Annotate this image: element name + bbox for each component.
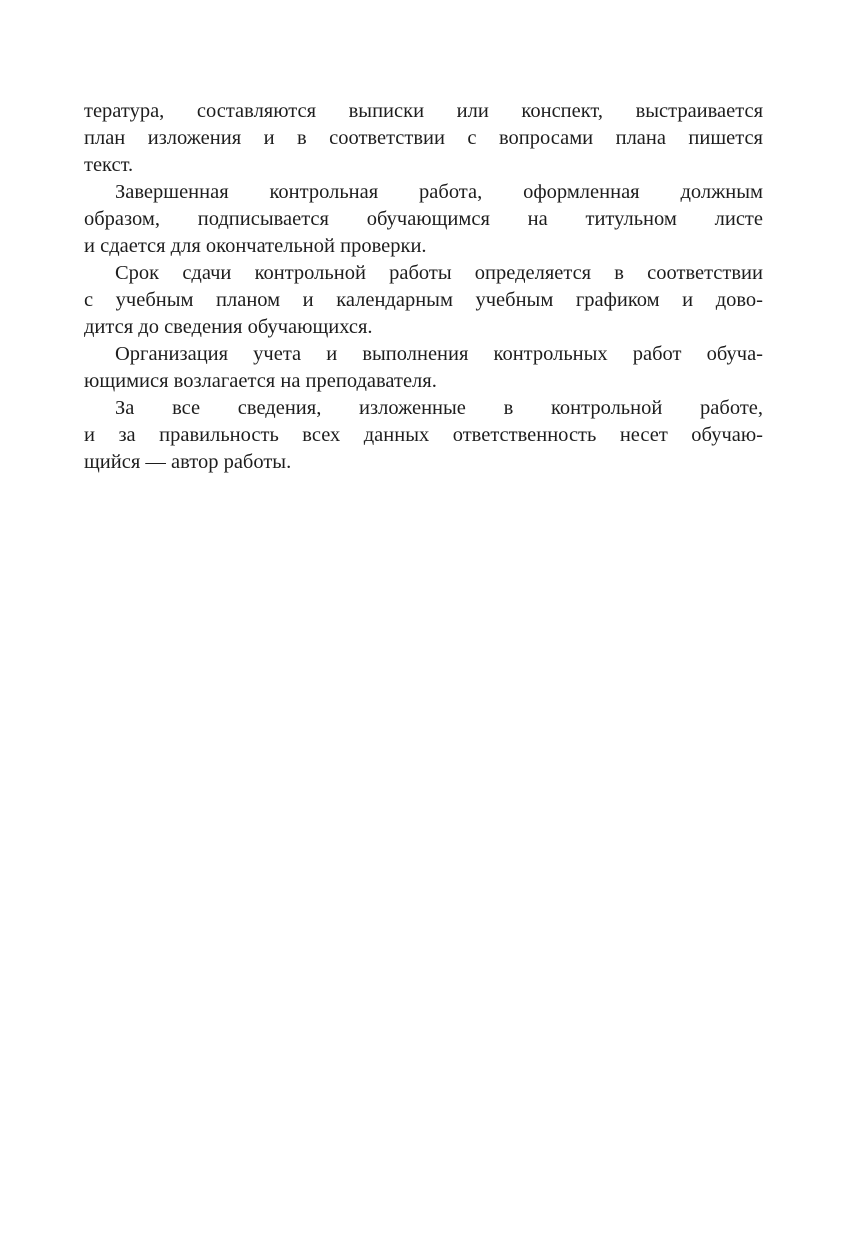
text-line: дится до сведения обучающихся.: [84, 316, 373, 338]
text-line: план изложения и в соответствии с вопросами плана пишется: [84, 127, 763, 149]
text-line: Организация учета и выполнения контрольных работ обуча-: [115, 343, 763, 365]
paragraph: [84, 395, 763, 476]
text-line: тература, составляются выписки или конспект, выстраивается: [84, 100, 763, 122]
text-line: Завершенная контрольная работа, оформленная должным: [115, 181, 763, 203]
paragraph: [84, 179, 763, 260]
page-text: [84, 98, 763, 476]
text-line: и сдается для окончательной проверки.: [84, 235, 427, 257]
text-line: щийся — автор работы.: [84, 451, 292, 473]
text-line: с учебным планом и календарным учебным графиком и дово-: [84, 289, 763, 311]
text-line: За все сведения, изложенные в контрольной работе,: [115, 397, 763, 419]
paragraph: [84, 341, 763, 395]
paragraph: [84, 260, 763, 341]
text-line: текст.: [84, 154, 134, 176]
paragraph: [84, 98, 763, 179]
text-line: образом, подписывается обучающимся на титульном листе: [84, 208, 763, 230]
text-line: Срок сдачи контрольной работы определяется в соответствии: [115, 262, 763, 284]
text-line: и за правильность всех данных ответственность несет обучаю-: [84, 424, 763, 446]
text-line: ющимися возлагается на преподавателя.: [84, 370, 437, 392]
